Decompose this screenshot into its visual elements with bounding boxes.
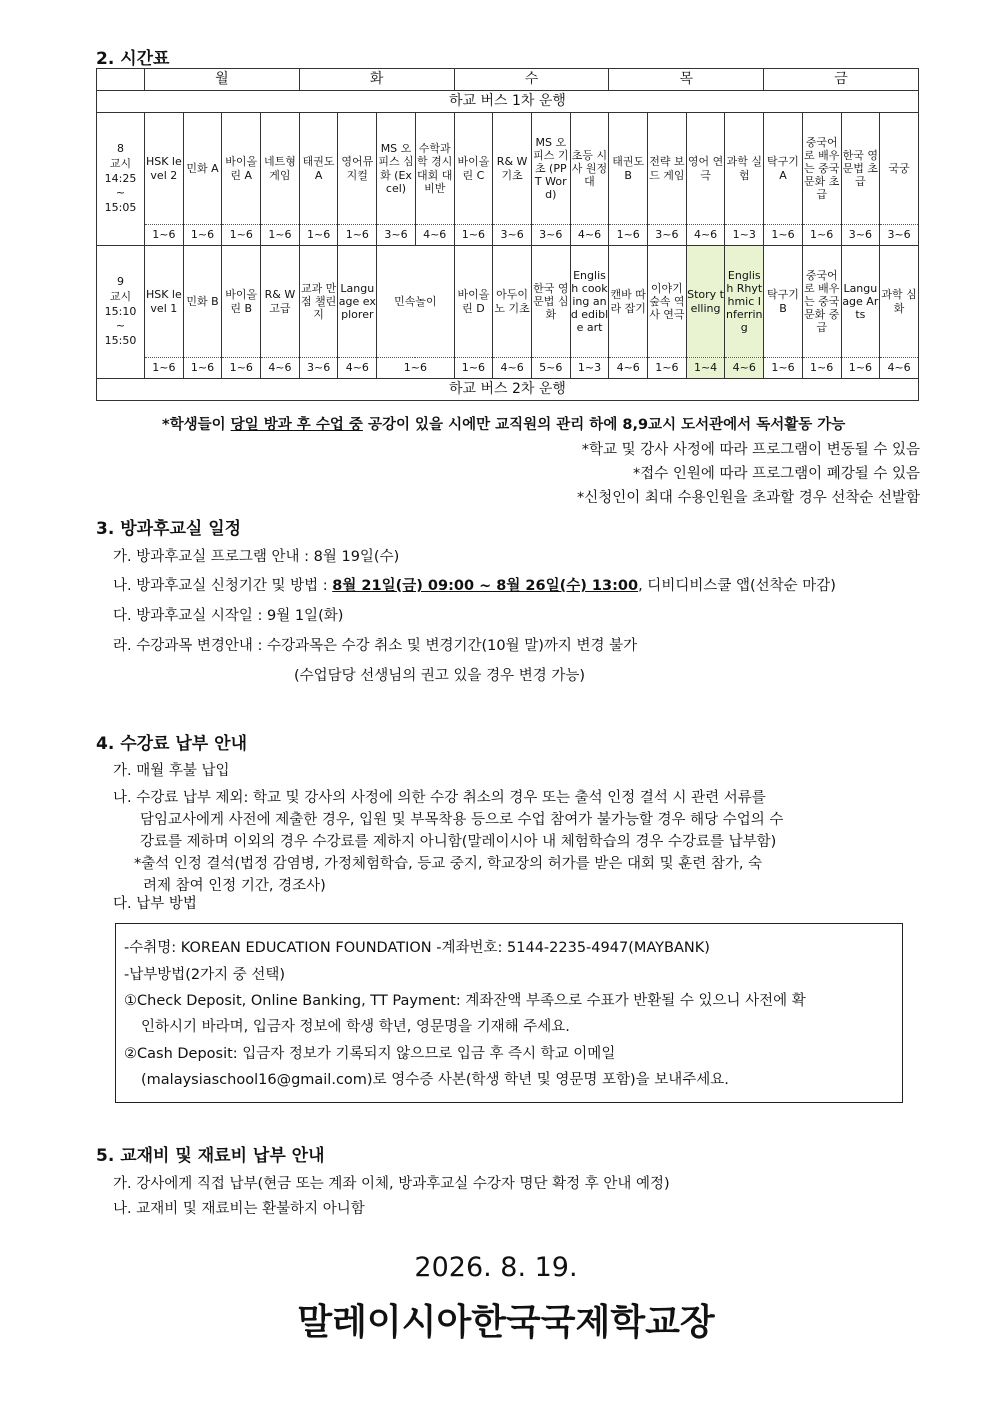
payment-method-title: -납부방법(2가지 중 선택) (124, 967, 286, 983)
payment-method-2: ②Cash Deposit: 입금자 정보가 기록되지 않으므로 입금 후 즉시 학교 이메일 (124, 1046, 616, 1062)
note-change: *학교 및 강사 사정에 따라 프로그램이 변동될 수 있음 (581, 442, 920, 458)
sec3-da: 다. 방과후교실 시작일 : 9월 1일(화) (113, 608, 344, 624)
period-9-label: 9 교시 15:10 ~ 15:50 (97, 246, 145, 379)
p9-grade-0: 1~6 (145, 358, 184, 379)
payment-method-1: ①Check Deposit, Online Banking, TT Payment: 계좌잔액 부족으로 수표가 반환될 수 있으니 사전에 확 (124, 993, 806, 1009)
p9-grade-3: 4~6 (261, 358, 300, 379)
p9-grade-5: 4~6 (338, 358, 377, 379)
sec5-na: 나. 교재비 및 재료비는 환불하지 아니함 (113, 1201, 365, 1217)
p9-grade-2: 1~6 (222, 358, 261, 379)
p8-grade-11: 4~6 (570, 225, 609, 246)
sec3-ra-note: (수업담당 선생님의 권고 있을 경우 변경 가능) (294, 668, 586, 684)
bus-2-row: 하교 버스 2차 운행 (97, 379, 919, 401)
p8-program-17: 중국어로 배우는 중국문화 초급 (802, 113, 841, 225)
p8-grade-12: 1~6 (609, 225, 648, 246)
period-8-label: 8 교시 14:25 ~ 15:05 (97, 113, 145, 246)
p8-program-10: MS 오피스 기초 (PPT Word) (531, 113, 570, 225)
p9-grade-10: 1~3 (570, 358, 609, 379)
p9-program-0: HSK level 1 (145, 246, 184, 358)
day-thu: 목 (609, 69, 764, 91)
section-2-title: 2. 시간표 (96, 49, 170, 69)
p8-grade-5: 1~6 (338, 225, 377, 246)
p9-grade-8: 4~6 (493, 358, 532, 379)
sec4-na-3: 강료를 제하며 이외의 경우 수강료를 제하지 아니함(말레이시아 내 체험학습의 경우 수강료를 납부함) (140, 834, 777, 850)
note-first-come: *신청인이 최대 수용인원을 초과할 경우 선착순 선발함 (576, 490, 920, 506)
p8-program-16: 탁구기A (764, 113, 803, 225)
p9-grade-12: 1~6 (648, 358, 687, 379)
sec3-na-period: 8월 21일(금) 09:00 ~ 8월 26일(수) 13:00 (332, 578, 639, 594)
p8-grade-1: 1~6 (183, 225, 222, 246)
p8-grade-14: 4~6 (686, 225, 725, 246)
day-wed: 수 (454, 69, 609, 91)
p9-grade-16: 1~6 (802, 358, 841, 379)
section-4-title: 4. 수강료 납부 안내 (96, 734, 247, 754)
p9-program-16: 중국어로 배우는 중국문화 중급 (802, 246, 841, 358)
payment-method-2-cont: (malaysiaschool16@gmail.com)로 영수증 사본(학생 학년 및 영문명 포함)을 보내주세요. (141, 1072, 729, 1088)
p9-program-17: Language Arts (841, 246, 880, 358)
p8-grade-8: 1~6 (454, 225, 493, 246)
p8-grade-9: 3~6 (493, 225, 532, 246)
p9-grade-9: 5~6 (531, 358, 570, 379)
p8-program-4: 태권도A (299, 113, 338, 225)
section-3-title: 3. 방과후교실 일정 (96, 519, 242, 539)
p9-grade-18: 4~6 (880, 358, 919, 379)
day-tue: 화 (299, 69, 454, 91)
p9-grade-11: 4~6 (609, 358, 648, 379)
p8-grade-6: 3~6 (377, 225, 416, 246)
p8-program-3: 네트형 게임 (261, 113, 300, 225)
note-cancel: *접수 인원에 따라 프로그램이 폐강될 수 있음 (632, 466, 920, 482)
sec4-ga: 가. 매월 후불 납입 (113, 763, 230, 779)
p8-grade-2: 1~6 (222, 225, 261, 246)
p9-program-13: Story telling (686, 246, 725, 358)
p8-program-5: 영어뮤지컬 (338, 113, 377, 225)
p9-program-9: 한국 영문법 심화 (531, 246, 570, 358)
p8-program-15: 과학 실험 (725, 113, 764, 225)
p8-program-19: 국궁 (880, 113, 919, 225)
sec4-na-5: 려제 참여 인정 기간, 경조사) (143, 878, 326, 894)
sec3-na (113, 575, 836, 597)
p8-grade-17: 1~6 (802, 225, 841, 246)
sec3-na-pre: 나. 방과후교실 신청기간 및 방법 : (113, 578, 333, 594)
p8-program-11: 초등 시사 원정대 (570, 113, 609, 225)
sec4-da: 다. 납부 방법 (113, 896, 197, 912)
document-date: 2026. 8. 19. (414, 1252, 578, 1283)
p9-program-7: 바이올린 D (454, 246, 493, 358)
sec4-na-1: 나. 수강료 납부 제외: 학교 및 강사의 사정에 의한 수강 취소의 경우 또는 출석 인정 결석 시 관련 서류를 (113, 790, 766, 806)
p8-grade-15: 1~3 (725, 225, 764, 246)
p8-program-13: 전략 보드 게임 (648, 113, 687, 225)
p8-program-12: 태권도B (609, 113, 648, 225)
p8-program-8: 바이올린 C (454, 113, 493, 225)
p9-program-14: English Rhythmic Inferring (725, 246, 764, 358)
p9-grade-6: 1~6 (377, 358, 454, 379)
p8-grade-19: 3~6 (880, 225, 919, 246)
sec3-ga: 가. 방과후교실 프로그램 안내 : 8월 19일(수) (113, 549, 400, 565)
p8-program-0: HSK level 2 (145, 113, 184, 225)
p9-program-3: R& W 고급 (261, 246, 300, 358)
p9-grade-4: 3~6 (299, 358, 338, 379)
p8-program-7: 수학과학 경시대회 대비반 (415, 113, 454, 225)
day-mon: 월 (145, 69, 300, 91)
corner-cell (97, 69, 145, 91)
p9-program-18: 과학 심화 (880, 246, 919, 358)
section-5-title: 5. 교재비 및 재료비 납부 안내 (96, 1146, 325, 1166)
days-row (97, 69, 919, 91)
p8-grade-16: 1~6 (764, 225, 803, 246)
note-library-post: 공강이 있을 시에만 교직원의 관리 하에 8,9교시 도서관에서 독서활동 가능 (362, 417, 846, 433)
p9-program-6: 민속놀이 (377, 246, 454, 358)
note-library (162, 414, 845, 436)
p8-grade-4: 1~6 (299, 225, 338, 246)
p9-program-12: 이야기 숲속 역사 연극 (648, 246, 687, 358)
timetable (96, 68, 919, 401)
p8-program-1: 민화 A (183, 113, 222, 225)
p9-program-8: 아두이노 기초 (493, 246, 532, 358)
payment-account: -수취명: KOREAN EDUCATION FOUNDATION -계좌번호: 5144-2235-4947(MAYBANK) (124, 940, 710, 956)
p9-program-10: English cooking and edible art (570, 246, 609, 358)
p9-program-2: 바이올린 B (222, 246, 261, 358)
p9-program-15: 탁구기B (764, 246, 803, 358)
sec3-ra: 라. 수강과목 변경안내 : 수강과목은 수강 취소 및 변경기간(10월 말)까지 변경 불가 (113, 638, 638, 654)
p8-grade-13: 3~6 (648, 225, 687, 246)
p9-grade-14: 4~6 (725, 358, 764, 379)
p9-grade-17: 1~6 (841, 358, 880, 379)
p8-grade-0: 1~6 (145, 225, 184, 246)
p8-program-14: 영어 연극 (686, 113, 725, 225)
p9-program-11: 캔바 따라 잡기 (609, 246, 648, 358)
principal-signature: 말레이시아한국국제학교장 (297, 1302, 715, 1343)
sec5-ga: 가. 강사에게 직접 납부(현금 또는 계좌 이체, 방과후교실 수강자 명단 확정 후 안내 예정) (113, 1176, 670, 1192)
p9-grade-15: 1~6 (764, 358, 803, 379)
p8-grade-18: 3~6 (841, 225, 880, 246)
p8-program-2: 바이올린 A (222, 113, 261, 225)
p9-program-1: 민화 B (183, 246, 222, 358)
p8-program-9: R& W 기초 (493, 113, 532, 225)
p9-program-4: 교과 만점 챌린지 (299, 246, 338, 358)
p9-grade-13: 1~4 (686, 358, 725, 379)
sec3-na-post: , 디비디비스쿨 앱(선착순 마감) (638, 578, 836, 594)
p9-grade-7: 1~6 (454, 358, 493, 379)
p8-program-18: 한국 영문법 초급 (841, 113, 880, 225)
p8-grade-7: 4~6 (415, 225, 454, 246)
p8-grade-10: 3~6 (531, 225, 570, 246)
day-fri: 금 (764, 69, 919, 91)
bus-1-row: 하교 버스 1차 운행 (97, 91, 919, 113)
note-library-underline: 당일 방과 후 수업 중 (230, 417, 363, 433)
sec4-na-2: 담임교사에게 사전에 제출한 경우, 입원 및 부목착용 등으로 수업 참여가 불가능할 경우 해당 수업의 수 (140, 812, 784, 828)
p9-program-5: Language explorer (338, 246, 377, 358)
p8-program-6: MS 오피스 심화 (Excel) (377, 113, 416, 225)
note-library-pre: *학생들이 (162, 417, 231, 433)
p8-grade-3: 1~6 (261, 225, 300, 246)
payment-method-1-cont: 인하시기 바라며, 입금자 정보에 학생 학년, 영문명을 기재해 주세요. (141, 1019, 570, 1035)
sec4-na-4: *출석 인정 결석(법정 감염병, 가정체험학습, 등교 중지, 학교장의 허가를 받은 대회 및 훈련 참가, 숙 (134, 856, 763, 872)
p9-grade-1: 1~6 (183, 358, 222, 379)
